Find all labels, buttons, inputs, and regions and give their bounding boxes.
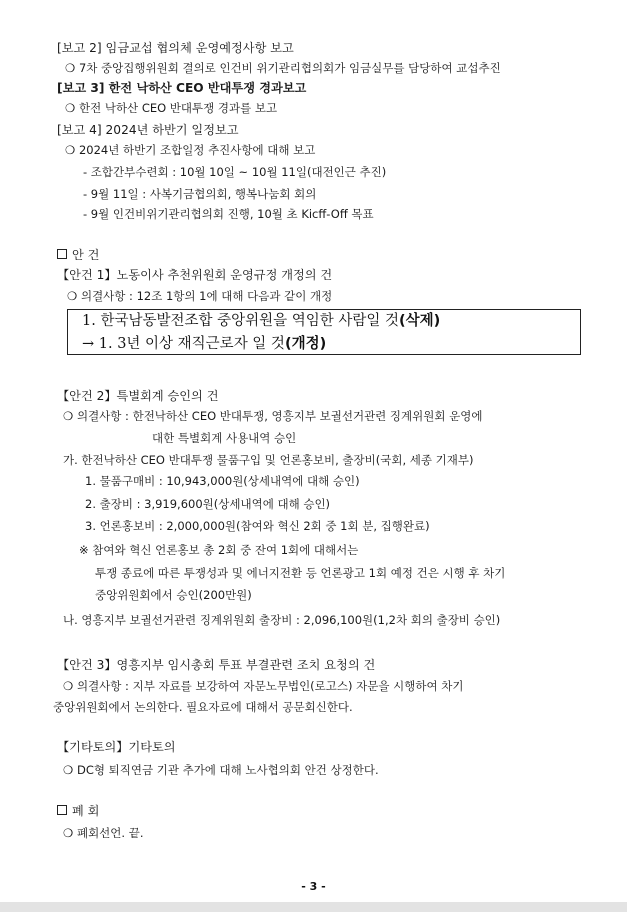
- amendment-revised-tag: (개정): [284, 336, 327, 352]
- agenda-section-title: [57, 247, 99, 263]
- agenda2-resolution: ❍ 의결사항 : 한전낙하산 CEO 반대투쟁, 영흥지부 보궐선거관련 징계위원회 운영에: [63, 409, 483, 423]
- agenda3-resolution: ❍ 의결사항 : 지부 자료를 보강하여 자문노무법인(로고스) 자문을 시행하여 차기: [63, 679, 464, 693]
- report4-item: - 9월 11일 : 사복기금협의회, 행복나눔회 회의: [83, 187, 317, 201]
- report4-heading: [보고 4] 2024년 하반기 일정보고: [57, 123, 239, 137]
- report4-item: - 9월 인건비위기관리협의회 진행, 10월 초 Kicff-Off 목표: [83, 207, 374, 221]
- agenda2-sub-item: 2. 출장비 : 3,919,600원(상세내역에 대해 승인): [85, 497, 331, 511]
- agenda2-note-cont: 중앙위원회에서 승인(200만원): [95, 588, 252, 602]
- agenda2-sub-item: 1. 물품구매비 : 10,943,000원(상세내역에 대해 승인): [85, 474, 360, 488]
- other-body: ❍ DC형 퇴직연금 기관 추가에 대해 노사협의회 안건 상정한다.: [63, 763, 379, 777]
- report2-body: ❍ 7차 중앙집행위원회 결의로 인건비 위기관리협의회가 임금실무를 담당하여 교섭추진: [65, 61, 501, 75]
- agenda1-heading: 【안건 1】노동이사 추천위원회 운영규정 개정의 건: [57, 268, 333, 282]
- report3-heading: [보고 3] 한전 낙하산 CEO 반대투쟁 경과보고: [57, 81, 307, 95]
- agenda3-heading: 【안건 3】영흥지부 임시총회 투표 부결관련 조치 요청의 건: [57, 658, 376, 672]
- amendment-deleted-tag: (삭제): [399, 313, 441, 329]
- amendment-line-deleted: [82, 311, 440, 331]
- amendment-box: [67, 309, 581, 355]
- report4-body: ❍ 2024년 하반기 조합일정 추진사항에 대해 보고: [65, 143, 316, 157]
- viewer-bottom-edge: [0, 902, 627, 912]
- report3-body: ❍ 한전 낙하산 CEO 반대투쟁 경과를 보고: [65, 101, 278, 115]
- closing-section-label: 폐 회: [72, 804, 100, 818]
- agenda2-item-na: 나. 영흥지부 보궐선거관련 징계위원회 출장비 : 2,096,100원(1,2차 회의 출장비 승인): [63, 613, 501, 627]
- agenda-section-label: 안 건: [72, 248, 100, 262]
- closing-section-title: [57, 803, 99, 819]
- amendment-revised-text: → 1. 3년 이상 재직근로자 일 것: [82, 336, 285, 352]
- checkbox-square-icon: [57, 249, 67, 259]
- other-heading: 【기타토의】기타토의: [57, 740, 176, 754]
- report4-item: - 조합간부수련회 : 10월 10일 ~ 10월 11일(대전인근 추진): [83, 165, 387, 179]
- agenda2-resolution-cont: 대한 특별회계 사용내역 승인: [152, 431, 297, 445]
- amendment-line-revised: [82, 334, 326, 354]
- page-number: - 3 -: [301, 880, 326, 893]
- agenda1-resolution: ❍ 의결사항 : 12조 1항의 1에 대해 다음과 같이 개정: [67, 289, 333, 303]
- agenda2-note-cont: 투쟁 종료에 따른 투쟁성과 및 에너지전환 등 언론광고 1회 예정 건은 시행 후 차기: [95, 566, 506, 580]
- agenda2-sub-item: 3. 언론홍보비 : 2,000,000원(참여와 혁신 2회 중 1회 분, 집행완료): [85, 519, 430, 533]
- agenda2-note: ※ 참여와 혁신 언론홍보 총 2회 중 잔여 1회에 대해서는: [79, 543, 359, 557]
- checkbox-square-icon: [57, 805, 67, 815]
- closing-body: ❍ 폐회선언. 끝.: [63, 826, 144, 840]
- agenda2-heading: 【안건 2】특별회계 승인의 건: [57, 389, 219, 403]
- agenda2-item-ga: 가. 한전낙하산 CEO 반대투쟁 물품구입 및 언론홍보비, 출장비(국회, 세종 기재부): [63, 453, 474, 467]
- report2-heading: [보고 2] 임금교섭 협의체 운영예정사항 보고: [57, 41, 294, 55]
- agenda3-resolution-cont: 중앙위원회에서 논의한다. 필요자료에 대해서 공문회신한다.: [53, 700, 353, 714]
- amendment-deleted-text: 1. 한국남동발전조합 중앙위원을 역임한 사람일 것: [82, 313, 400, 329]
